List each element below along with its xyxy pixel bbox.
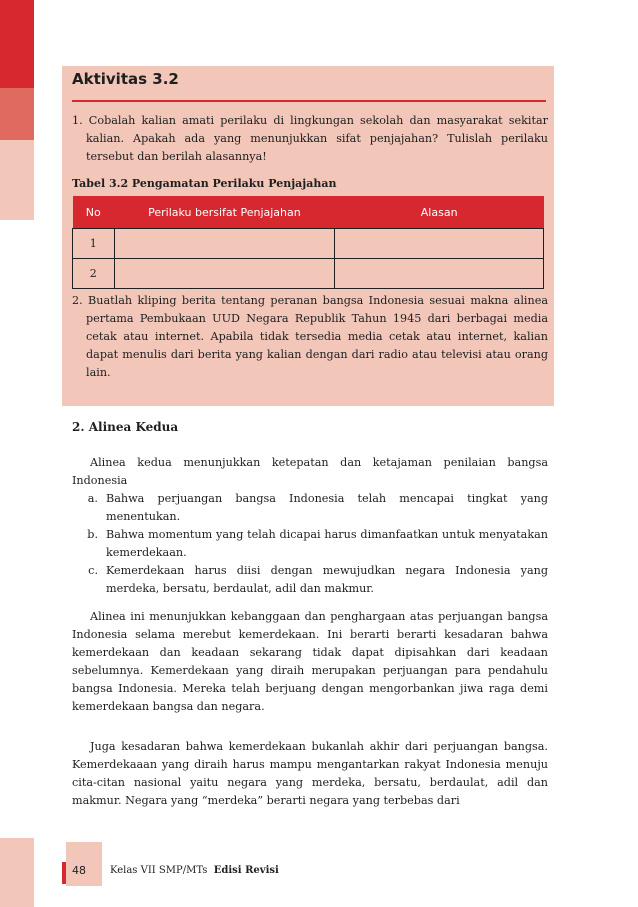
table-row: [73, 259, 544, 289]
list-item: c. Kemerdekaan harus diisi dengan mewujudkan negara Indonesia yang merdeka, bersatu, berdaulat, adil dan makmur.: [88, 564, 548, 595]
margin-strip-pink: [0, 140, 34, 220]
table-cell-reason: [335, 229, 544, 259]
table-cell-no: 2: [73, 259, 115, 289]
list-item: b. Bahwa momentum yang telah dicapai harus dimanfaatkan untuk menyatakan kemerdekaan.: [87, 528, 548, 559]
table-cell-reason: [335, 259, 544, 289]
table-header-reason: Alasan: [335, 196, 544, 229]
table-row: [73, 229, 544, 259]
list-item: a. Bahwa perjuangan bangsa Indonesia telah mencapai tingkat yang menentukan.: [87, 492, 548, 523]
section-heading: 2. Alinea Kedua: [72, 420, 179, 434]
table-cell-no: 1: [73, 229, 115, 259]
section-paragraph-2: Juga kesadaran bahwa kemerdekaan bukanlah akhir dari perjuangan bangsa. Kemerdekaaan yang diraih harus mampu mengantarkan rakyat Indonesia menuju cita-citan nasional yaitu negara yang merdeka, bersatu, berdaulat, adil dan makmur. Negara yang “merdeka” berarti negara yang terbebas dari: [72, 740, 548, 807]
section-list: [72, 490, 548, 598]
table-header-no: No: [73, 196, 115, 229]
margin-strip-footer: [0, 838, 34, 907]
table-header-row: [73, 196, 544, 229]
table-cell-behavior: [114, 229, 335, 259]
section-paragraph-1: Alinea ini menunjukkan kebanggaan dan penghargaan atas perjuangan bangsa Indonesia selama merebut kemerdekaan. Ini berarti berarti kesadaran bahwa kemerdekaan dan keadaan sekarang tidak dapat dipisahkan dari keadaan sebelumnya. Kemerdekaan yang diraih merupakan perjuangan para pendahulu bangsa Indonesia. Mereka telah berjuang dengan mengorbankan jiwa raga demi kemerdekaan bangsa dan negara.: [72, 610, 548, 713]
margin-strip-salmon: [0, 88, 34, 140]
table-cell-behavior: [114, 259, 335, 289]
margin-strip-red: [0, 0, 34, 88]
observation-table: [72, 196, 544, 289]
footer-edition: Edisi Revisi: [213, 865, 279, 876]
page-number: 48: [72, 864, 86, 877]
footer-accent-bar: [62, 862, 66, 884]
activity-title-rule: [72, 100, 546, 102]
activity-item-2: 2. Buatlah kliping berita tentang peranan bangsa Indonesia sesuai makna alinea pertama Pembukaan UUD Negara Republik Tahun 1945 dari berbagai media cetak atau internet. Apabila tidak tersedia media cetak atau internet, kalian dapat menulis dari berita yang kalian dengan dari radio atau televisi atau orang lain.: [72, 294, 548, 379]
activity-item-1: 1. Cobalah kalian amati perilaku di lingkungan sekolah dan masyarakat sekitar kalian. Apakah ada yang menunjukkan sifat penjajahan? Tulislah perilaku tersebut dan berilah alasannya!: [72, 114, 548, 163]
footer-book-title: Kelas VII SMP/MTs Edisi Revisi: [110, 865, 279, 876]
table-header-behavior: Perilaku bersifat Penjajahan: [114, 196, 335, 229]
activity-title: Aktivitas 3.2: [72, 70, 179, 88]
section-intro: Alinea kedua menunjukkan ketepatan dan ketajaman penilaian bangsa Indonesia: [72, 456, 548, 487]
table-caption: Tabel 3.2 Pengamatan Perilaku Penjajahan: [72, 177, 337, 190]
